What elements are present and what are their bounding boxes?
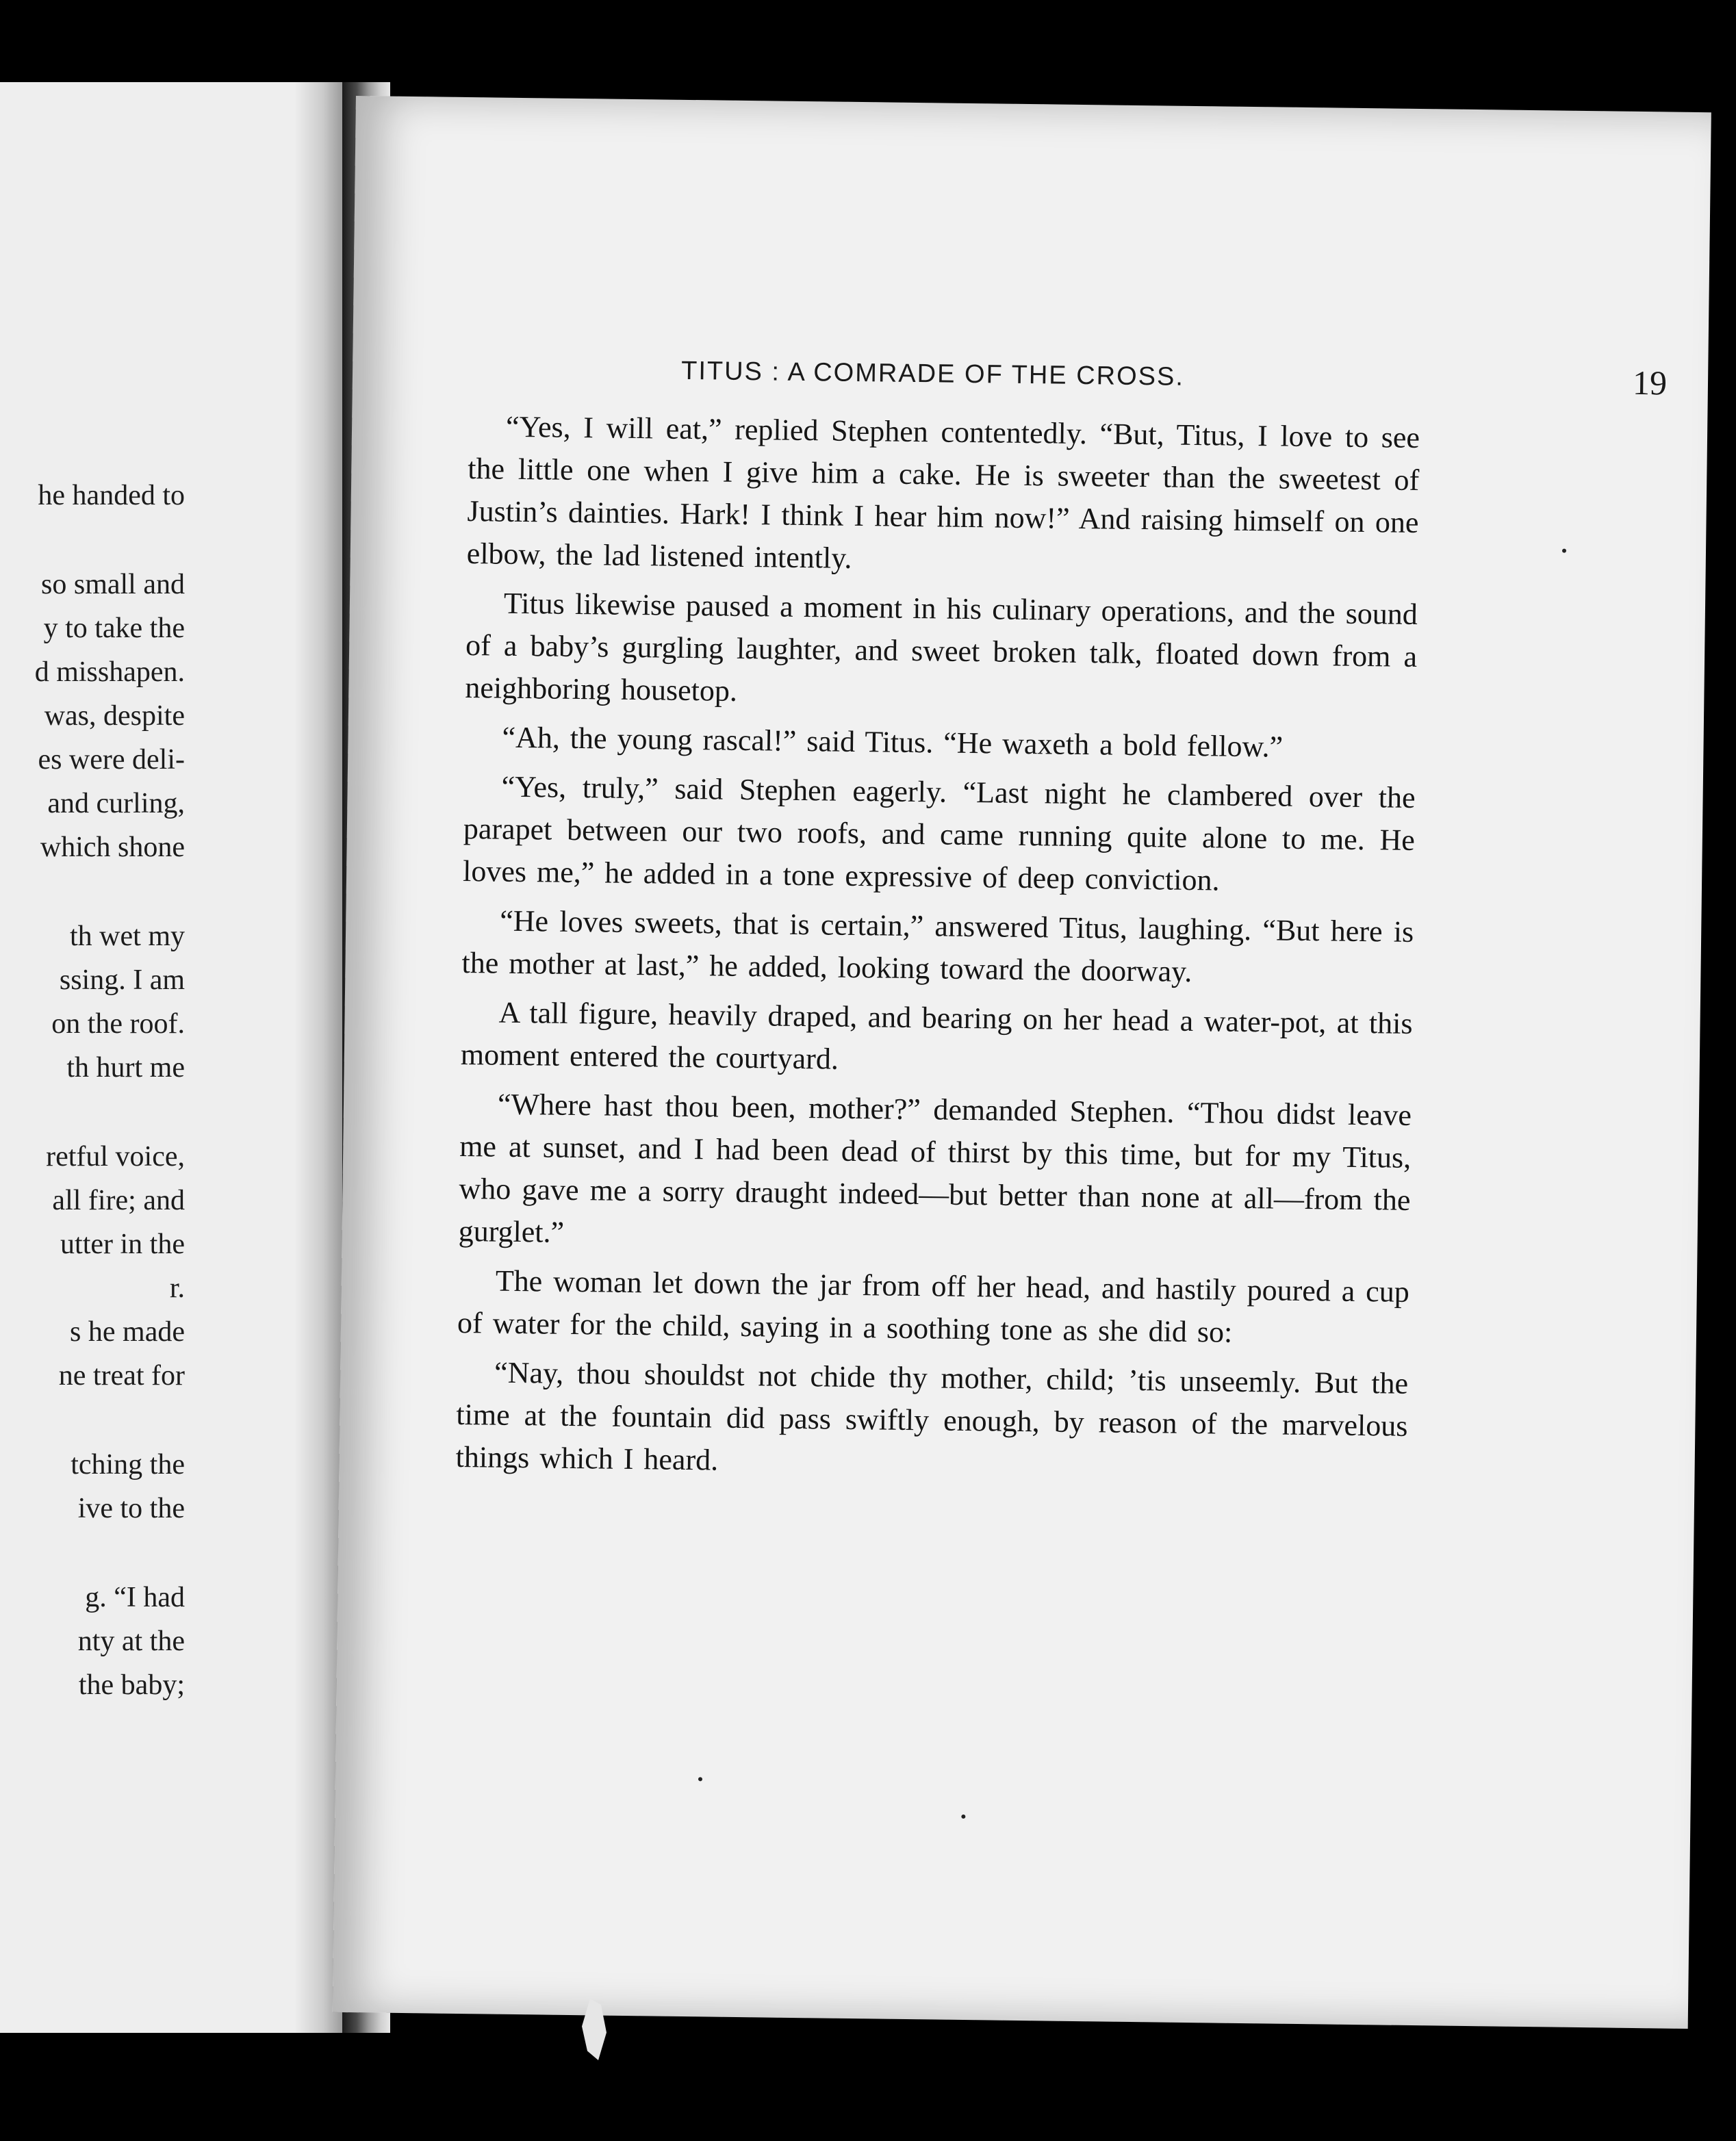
paragraph: Titus likewise paused a moment in his culinary operations, and the sound of a baby’s gurgling laughter, and sweet broken talk, floated down from a neighboring housetop. xyxy=(465,586,1418,708)
paragraph: “Where hast thou been, mother?” demanded Stephen. “Thou didst leave me at sunset, and I had been dead of thirst by this time, but for my Titus, who gave me a sorry draught indeed—but better than none at all—from the gurglet.” xyxy=(458,1087,1412,1249)
left-line: and curling, xyxy=(47,788,185,819)
left-line: ssing. I am xyxy=(59,964,185,996)
left-line: utter in the xyxy=(60,1229,185,1260)
left-line: on the roof. xyxy=(51,1008,185,1040)
running-head xyxy=(681,357,1668,410)
left-line: y to take the xyxy=(43,613,185,644)
left-line: which shone xyxy=(40,832,185,863)
left-line: the baby; xyxy=(78,1669,185,1701)
left-line: ne treat for xyxy=(58,1360,185,1392)
left-line: es were deli- xyxy=(38,744,185,775)
paragraph: “Nay, thou shouldst not chide thy mother, child; ’tis unseemly. But the time at the fountain did pass swiftly enough, by reason of the marvelous things which I heard. xyxy=(455,1355,1409,1477)
gutter-shadow xyxy=(294,82,342,2033)
paragraph: “He loves sweets, that is certain,” answered Titus, laughing. “But here is the mother at last,” he added, looking toward the doorway. xyxy=(461,903,1414,989)
ink-speck xyxy=(961,1815,965,1819)
left-line: so small and xyxy=(41,569,185,600)
left-line: r. xyxy=(169,1272,185,1304)
left-page xyxy=(0,82,342,2033)
left-line: he handed to xyxy=(38,480,185,511)
left-line: was, despite xyxy=(44,700,185,732)
body-text xyxy=(455,405,1420,1497)
left-line: th wet my xyxy=(70,921,185,952)
ink-speck xyxy=(1562,549,1566,553)
running-title: TITUS : A COMRADE OF THE CROSS. xyxy=(680,356,1185,392)
left-line: d misshapen. xyxy=(34,656,185,688)
page-number: 19 xyxy=(1632,363,1668,402)
paragraph: “Yes, I will eat,” replied Stephen contentedly. “But, Titus, I love to see the little one when I give him a cake. He is sweeter than the sweetest of Justin’s dainties. Hark! I think I hear him now!” And raising himself on one elbow, the lad listened intently. xyxy=(466,409,1420,575)
paragraph: “Ah, the young rascal!” said Titus. “He waxeth a bold fellow.” xyxy=(502,720,1284,764)
left-line: s he made xyxy=(70,1316,185,1348)
right-page xyxy=(333,96,1711,2029)
left-line: g. “I had xyxy=(85,1582,185,1613)
left-line: all fire; and xyxy=(52,1185,185,1216)
left-line: th hurt me xyxy=(66,1052,185,1084)
paragraph: A tall figure, heavily draped, and bearing on her head a water-pot, at this moment entered the courtyard. xyxy=(460,995,1413,1076)
ink-speck xyxy=(698,1777,702,1781)
left-line: nty at the xyxy=(77,1626,185,1657)
left-line: tching the xyxy=(71,1449,185,1480)
left-line: retful voice, xyxy=(46,1141,185,1172)
paragraph: The woman let down the jar from off her head, and hastily poured a cup of water for the child, saying in a soothing tone as she did so: xyxy=(457,1264,1410,1349)
left-line: ive to the xyxy=(77,1493,185,1524)
paragraph: “Yes, truly,” said Stephen eagerly. “Last night he clambered over the parapet between our two roofs, and came running quite alone to me. He loves me,” he added in a tone expressive of deep conviction. xyxy=(462,769,1416,897)
